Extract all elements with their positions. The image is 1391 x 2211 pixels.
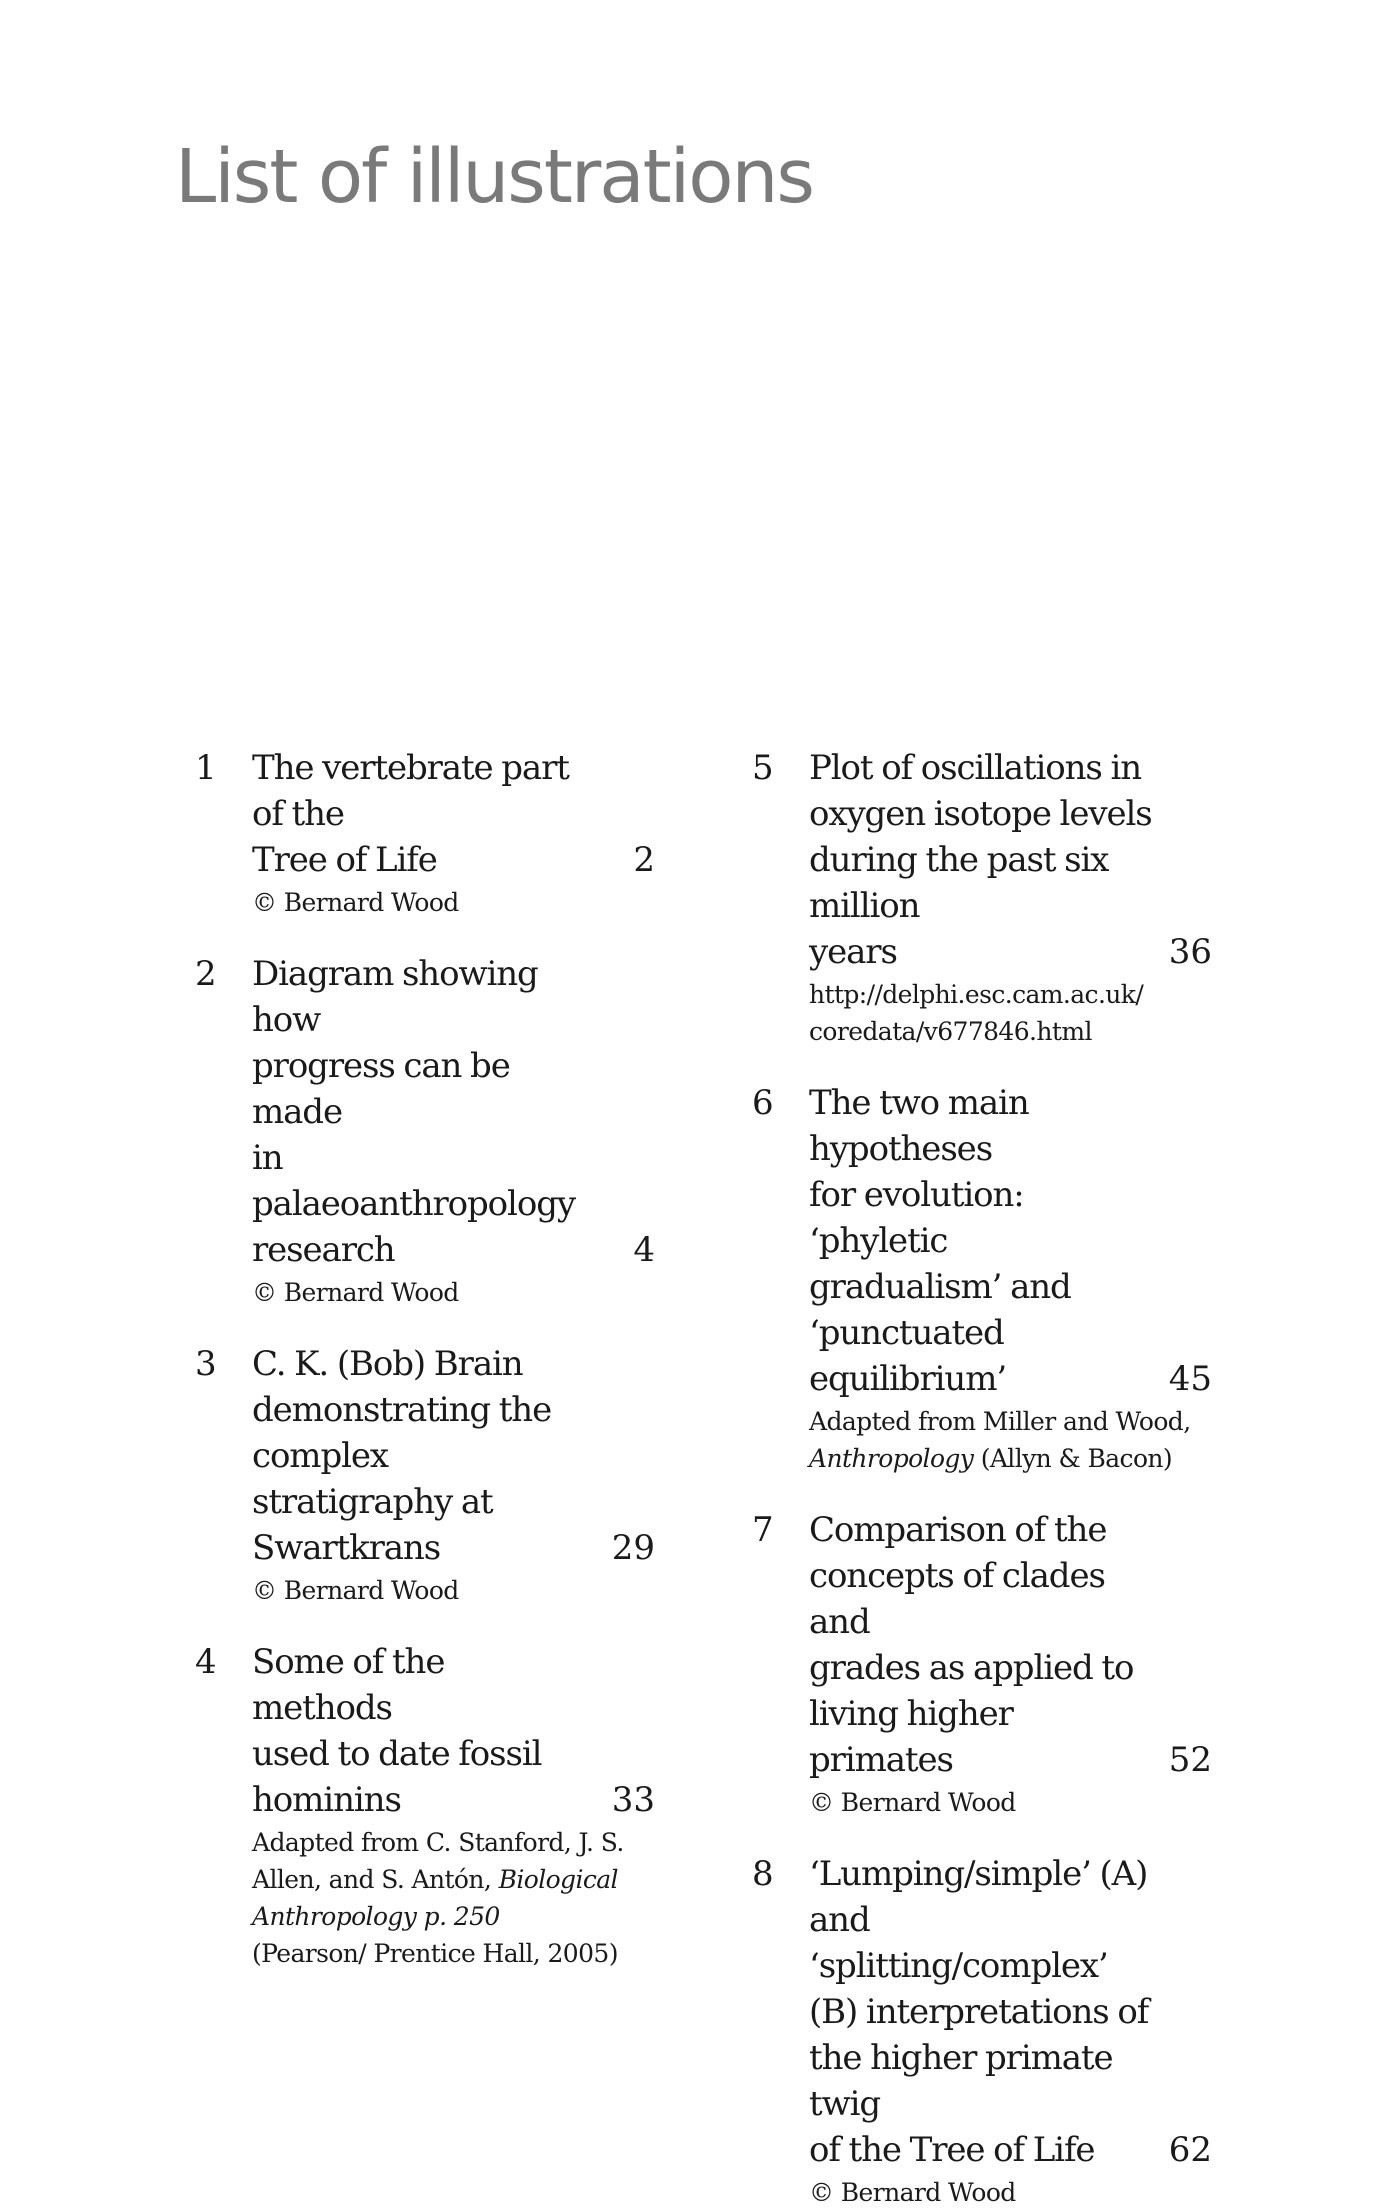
- entry-title-line: [252, 1525, 655, 1571]
- illustration-entry-7: [752, 1507, 1212, 1821]
- entry-credit-line: © Bernard Wood: [809, 2178, 1016, 2207]
- entry-credit-line: (Pearson/ Prentice Hall, 2005): [252, 1939, 618, 1968]
- entry-title-line: Some of the methods: [252, 1642, 445, 1728]
- entry-title-line: (B) interpretations of: [809, 1992, 1149, 2032]
- entry-title-line: The vertebrate part of the: [252, 748, 569, 834]
- entry-title-line: [809, 2127, 1212, 2173]
- entry-title-line: [252, 837, 655, 883]
- entry-title-line-text: equilibrium’: [809, 1359, 1007, 1399]
- entry-credit: [252, 1824, 655, 1972]
- entry-title-line: during the past six million: [809, 840, 1109, 926]
- entry-title-line: ‘splitting/complex’: [809, 1946, 1108, 1986]
- entry-page-number: 33: [611, 1780, 655, 1820]
- entry-title: [809, 745, 1212, 975]
- entry-title: [809, 1507, 1212, 1783]
- illustration-entry-3: [195, 1341, 655, 1609]
- entry-credit: [252, 1274, 655, 1311]
- entry-number: 7: [752, 1510, 774, 1550]
- entry-credit: [809, 1403, 1212, 1477]
- entry-credit-line: © Bernard Wood: [252, 1278, 459, 1307]
- illustration-entry-8: [752, 1851, 1212, 2211]
- entry-number: 2: [195, 954, 217, 994]
- entry-title-line: C. K. (Bob) Brain: [252, 1344, 523, 1384]
- entry-number: 6: [752, 1083, 774, 1123]
- entry-title-line: Comparison of the: [809, 1510, 1107, 1550]
- entry-title-line-text: research: [252, 1230, 395, 1270]
- entry-title-line: [809, 1356, 1212, 1402]
- entry-credit-text: Allen, and S. Antón,: [252, 1865, 499, 1894]
- page-title: List of illustrations: [175, 134, 813, 220]
- entry-title: [252, 951, 655, 1273]
- entry-title-line: Plot of oscillations in: [809, 748, 1142, 788]
- entry-page-number: 4: [633, 1230, 655, 1270]
- entry-credit-line: © Bernard Wood: [252, 1576, 459, 1605]
- entry-credit-italic: Anthropology p. 250: [252, 1902, 500, 1931]
- entry-number: 1: [195, 748, 217, 788]
- entry-credit: [252, 884, 655, 921]
- entry-page-number: 29: [611, 1528, 655, 1568]
- entry-credit-line: [252, 1861, 655, 1898]
- entry-title-line: [252, 1227, 655, 1273]
- illustration-entry-5: [752, 745, 1212, 1050]
- entry-title-line: the higher primate twig: [809, 2038, 1113, 2124]
- illustrations-list-right-column: [752, 745, 1212, 2211]
- entry-title-line: grades as applied to: [809, 1648, 1134, 1688]
- entry-title-line: complex stratigraphy at: [252, 1436, 493, 1522]
- entry-title: [252, 1639, 655, 1823]
- entry-credit: [809, 976, 1212, 1050]
- entry-title-line-text: years: [809, 932, 897, 972]
- entry-number: 5: [752, 748, 774, 788]
- entry-title-line-text: of the Tree of Life: [809, 2130, 1095, 2170]
- entry-credit-line: http://delphi.esc.cam.ac.uk/: [809, 980, 1144, 1009]
- entry-title: [809, 1080, 1212, 1402]
- entry-title-line: [252, 1777, 655, 1823]
- entry-credit-line: © Bernard Wood: [252, 888, 459, 917]
- entry-credit-line: Adapted from C. Stanford, J. S.: [252, 1828, 624, 1857]
- entry-title-line-text: hominins: [252, 1780, 401, 1820]
- illustration-entry-2: [195, 951, 655, 1311]
- entry-page-number: 52: [1168, 1740, 1212, 1780]
- entry-page-number: 62: [1168, 2130, 1212, 2170]
- illustrations-list-left-column: [195, 745, 655, 1972]
- entry-title-line: concepts of clades and: [809, 1556, 1105, 1642]
- entry-credit-line: coredata/v677846.html: [809, 1017, 1092, 1046]
- entry-title-line: demonstrating the: [252, 1390, 552, 1430]
- entry-title: [252, 745, 655, 883]
- entry-title-line: ‘Lumping/simple’ (A) and: [809, 1854, 1148, 1940]
- entry-title-line: [809, 929, 1212, 975]
- entry-title: [809, 1851, 1212, 2173]
- entry-credit-line: Adapted from Miller and Wood,: [809, 1407, 1191, 1436]
- entry-credit: [809, 2174, 1212, 2211]
- entry-title-line: oxygen isotope levels: [809, 794, 1152, 834]
- entry-title-line: progress can be made: [252, 1046, 510, 1132]
- entry-title-line: for evolution: ‘phyletic: [809, 1175, 1024, 1261]
- entry-number: 3: [195, 1344, 217, 1384]
- entry-credit-italic: Biological: [498, 1865, 618, 1894]
- entry-title-line-text: Swartkrans: [252, 1528, 441, 1568]
- illustration-entry-6: [752, 1080, 1212, 1477]
- entry-credit: [252, 1572, 655, 1609]
- entry-title-line: used to date fossil: [252, 1734, 542, 1774]
- illustration-entry-1: [195, 745, 655, 921]
- entry-credit-text: (Allyn & Bacon): [973, 1444, 1173, 1473]
- entry-number: 8: [752, 1854, 774, 1894]
- entry-page-number: 36: [1168, 932, 1212, 972]
- entry-credit: [809, 1784, 1212, 1821]
- entry-credit-italic: Anthropology: [809, 1444, 974, 1473]
- entry-credit-line: [252, 1898, 655, 1935]
- entry-title-line-text: Tree of Life: [252, 840, 437, 880]
- entry-credit-line: [809, 1440, 1212, 1477]
- entry-title-line: gradualism’ and: [809, 1267, 1071, 1307]
- entry-title-line: ‘punctuated: [809, 1313, 1004, 1353]
- entry-title-line: in palaeoanthropology: [252, 1138, 575, 1224]
- entry-page-number: 45: [1168, 1359, 1212, 1399]
- entry-credit-line: © Bernard Wood: [809, 1788, 1016, 1817]
- entry-title-line: Diagram showing how: [252, 954, 538, 1040]
- illustration-entry-4: [195, 1639, 655, 1972]
- entry-title: [252, 1341, 655, 1571]
- entry-title-line: The two main hypotheses: [809, 1083, 1029, 1169]
- entry-title-line-text: living higher primates: [809, 1694, 1013, 1780]
- entry-title-line: [809, 1691, 1212, 1783]
- entry-number: 4: [195, 1642, 217, 1682]
- entry-page-number: 2: [633, 840, 655, 880]
